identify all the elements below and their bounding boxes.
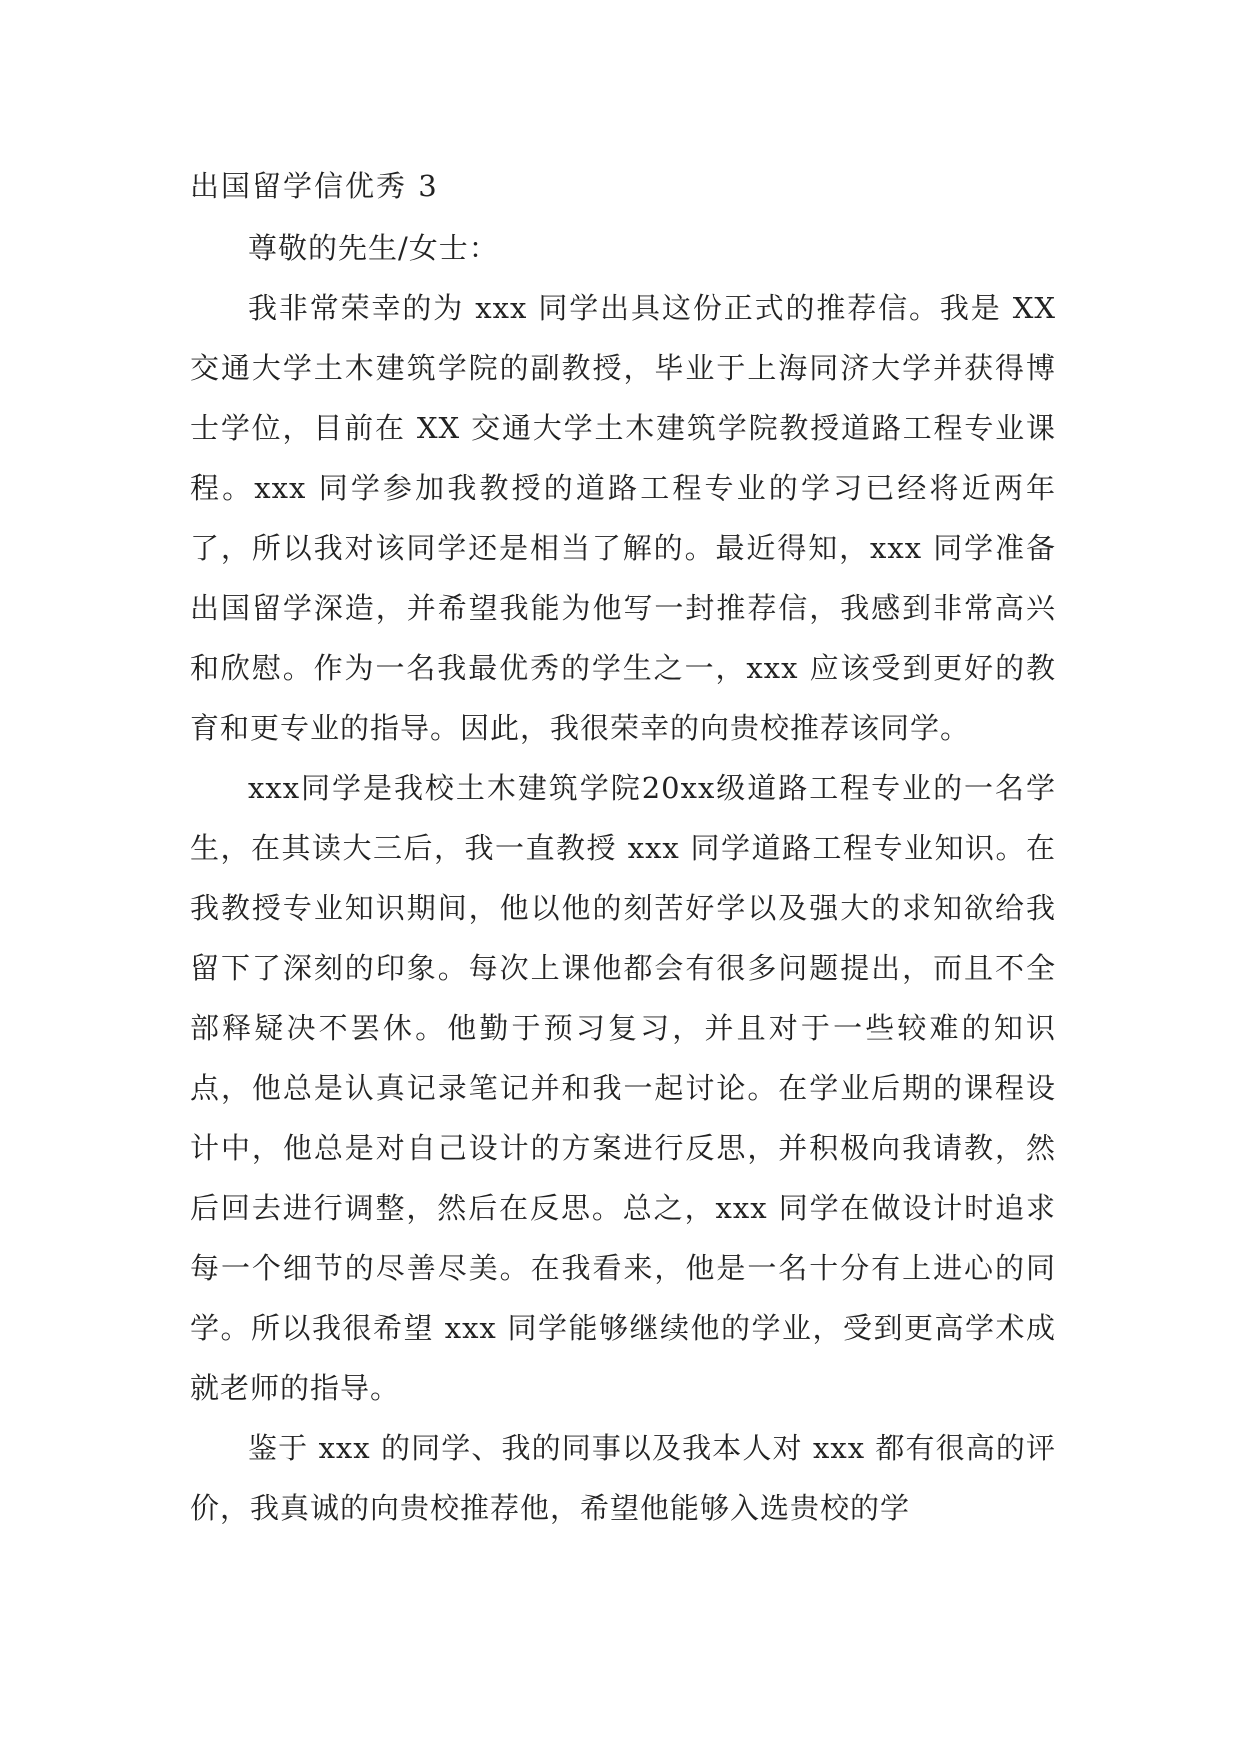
salutation: 尊敬的先生/女士： xyxy=(248,231,499,265)
document-body xyxy=(190,160,1056,1538)
paragraph-recommendation: 鉴于 xxx 的同学、我的同事以及我本人对 xxx 都有很高的评价，我真诚的向贵校推荐他，希望他能够入选贵校的学 xyxy=(190,1431,1056,1525)
paragraph-student-performance: xxx同学是我校土木建筑学院20xx级道路工程专业的一名学生，在其读大三后，我一直教授 xxx 同学道路工程专业知识。在我教授专业知识期间，他以他的刻苦好学以及强大的求知欲给我留下了深刻的印象。每次上课他都会有很多问题提出，而且不全部释疑决不罢休。他勤于预习复习，并且对于一些较难的知识点，他总是认真记录笔记并和我一起讨论。在学业后期的课程设计中，他总是对自己设计的方案进行反思，并积极向我请教，然后回去进行调整，然后在反思。总之，xxx 同学在做设计时追求每一个细节的尽善尽美。在我看来，他是一名十分有上进心的同学。所以我很希望 xxx 同学能够继续他的学业，受到更高学术成就老师的指导。 xyxy=(190,771,1056,1405)
document-title: 出国留学信优秀 3 xyxy=(190,169,439,203)
paragraph-introduction: 我非常荣幸的为 xxx 同学出具这份正式的推荐信。我是 XX 交通大学土木建筑学院的副教授，毕业于上海同济大学并获得博士学位，目前在 XX 交通大学土木建筑学院教授道路工程专业课程。xxx 同学参加我教授的道路工程专业的学习已经将近两年了，所以我对该同学还是相当了解的。最近得知，xxx 同学准备出国留学深造，并希望我能为他写一封推荐信，我感到非常高兴和欣慰。作为一名我最优秀的学生之一，xxx 应该受到更好的教育和更专业的指导。因此，我很荣幸的向贵校推荐该同学。 xyxy=(190,291,1056,745)
